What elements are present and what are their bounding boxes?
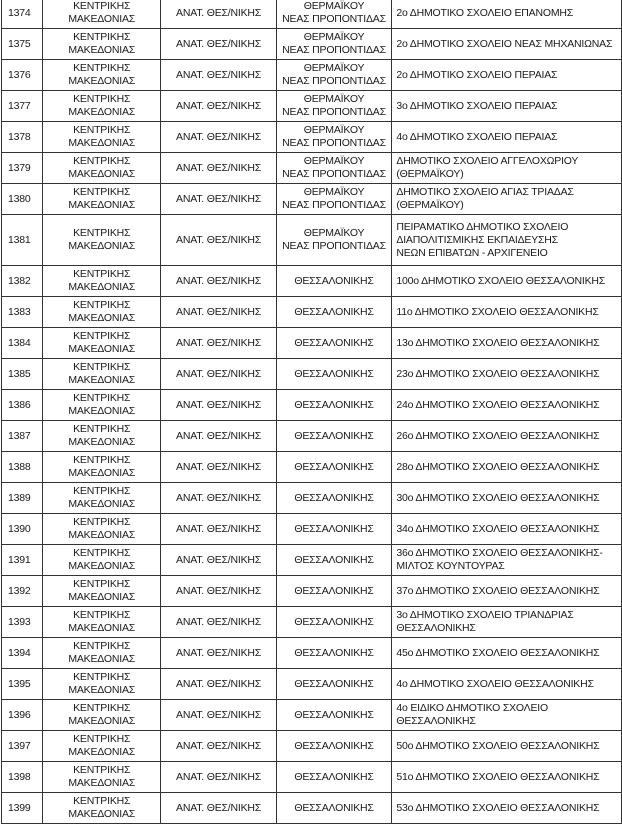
area-text: ΘΕΡΜΑΪΚΟΥ bbox=[303, 31, 365, 43]
region-text: ΜΑΚΕΔΟΝΙΑΣ bbox=[68, 498, 136, 510]
table-row bbox=[2, 122, 622, 153]
school-name-text: 53ο ΔΗΜΟΤΙΚΟ ΣΧΟΛΕΙΟ ΘΕΣΣΑΛΟΝΙΚΗΣ bbox=[396, 801, 600, 814]
area-cell bbox=[276, 793, 392, 824]
school-name-text: ΜΙΛΤΟΣ ΚΟΥΝΤΟΥΡΑΣ bbox=[396, 560, 505, 572]
directorate-cell: ΑΝΑΤ. ΘΕΣ/ΝΙΚΗΣ bbox=[161, 184, 276, 215]
directorate-cell: ΑΝΑΤ. ΘΕΣ/ΝΙΚΗΣ bbox=[161, 700, 276, 731]
area-cell bbox=[276, 731, 392, 762]
school-name-cell bbox=[392, 266, 622, 297]
region-text: ΚΕΝΤΡΙΚΗΣ bbox=[73, 31, 131, 43]
school-name-cell bbox=[392, 153, 622, 184]
school-name-text: 28ο ΔΗΜΟΤΙΚΟ ΣΧΟΛΕΙΟ ΘΕΣΣΑΛΟΝΙΚΗΣ bbox=[396, 460, 600, 473]
area-cell bbox=[276, 483, 392, 514]
region-text: ΜΑΚΕΔΟΝΙΑΣ bbox=[68, 281, 136, 293]
region-text: ΚΕΝΤΡΙΚΗΣ bbox=[73, 640, 131, 652]
directorate-cell: ΑΝΑΤ. ΘΕΣ/ΝΙΚΗΣ bbox=[161, 390, 276, 421]
region-cell bbox=[42, 60, 161, 91]
row-number-cell: 1378 bbox=[2, 122, 43, 153]
region-text: ΜΑΚΕΔΟΝΙΑΣ bbox=[68, 808, 136, 820]
school-name-cell bbox=[392, 452, 622, 483]
table-row bbox=[2, 91, 622, 122]
school-name-text: 4ο ΕΙΔΙΚΟ ΔΗΜΟΤΙΚΟ ΣΧΟΛΕΙΟ ΘΕΣΣΑΛΟΝΙΚΗΣ bbox=[396, 702, 548, 727]
region-text: ΚΕΝΤΡΙΚΗΣ bbox=[73, 0, 131, 12]
directorate-cell: ΑΝΑΤ. ΘΕΣ/ΝΙΚΗΣ bbox=[161, 669, 276, 700]
table-row bbox=[2, 514, 622, 545]
area-text: ΘΕΣΣΑΛΟΝΙΚΗΣ bbox=[294, 677, 374, 690]
directorate-cell: ΑΝΑΤ. ΘΕΣ/ΝΙΚΗΣ bbox=[161, 297, 276, 328]
row-number-cell: 1377 bbox=[2, 91, 43, 122]
region-text: ΚΕΝΤΡΙΚΗΣ bbox=[73, 361, 131, 373]
area-cell bbox=[276, 60, 392, 91]
school-name-text: ΝΕΩΝ ΕΠΙΒΑΤΩΝ - ΑΡΧΙΓΕΝΕΙΟ bbox=[396, 246, 548, 259]
school-name-text: 36ο ΔΗΜΟΤΙΚΟ ΣΧΟΛΕΙΟ ΘΕΣΣΑΛΟΝΙΚΗΣ- bbox=[396, 547, 603, 559]
region-cell bbox=[42, 266, 161, 297]
row-number-cell: 1394 bbox=[2, 638, 43, 669]
directorate-cell: ΑΝΑΤ. ΘΕΣ/ΝΙΚΗΣ bbox=[161, 638, 276, 669]
school-name-cell bbox=[392, 359, 622, 390]
school-name-cell bbox=[392, 390, 622, 421]
school-name-text: ΔΙΑΠΟΛΙΤΙΣΜΙΚΗΣ ΕΚΠΑΙΔΕΥΣΗΣ bbox=[396, 233, 558, 246]
area-text: ΘΕΣΣΑΛΟΝΙΚΗΣ bbox=[294, 305, 374, 318]
school-name-cell bbox=[392, 184, 622, 215]
area-text: ΘΕΣΣΑΛΟΝΙΚΗΣ bbox=[294, 584, 374, 597]
area-cell bbox=[276, 700, 392, 731]
area-text: ΝΕΑΣ ΠΡΟΠΟΝΤΙΔΑΣ bbox=[282, 199, 386, 211]
region-text: ΜΑΚΕΔΟΝΙΑΣ bbox=[68, 374, 136, 386]
region-text: ΚΕΝΤΡΙΚΗΣ bbox=[73, 227, 131, 239]
school-name-text: 45ο ΔΗΜΟΤΙΚΟ ΣΧΟΛΕΙΟ ΘΕΣΣΑΛΟΝΙΚΗΣ bbox=[396, 646, 600, 659]
school-name-cell bbox=[392, 91, 622, 122]
area-text: ΝΕΑΣ ΠΡΟΠΟΝΤΙΔΑΣ bbox=[282, 106, 386, 118]
area-cell bbox=[276, 669, 392, 700]
school-name-text: 3ο ΔΗΜΟΤΙΚΟ ΣΧΟΛΕΙΟ ΤΡΙΑΝΔΡΙΑΣ bbox=[396, 609, 574, 621]
school-name-cell bbox=[392, 669, 622, 700]
row-number-cell: 1381 bbox=[2, 215, 43, 266]
directorate-cell: ΑΝΑΤ. ΘΕΣ/ΝΙΚΗΣ bbox=[161, 0, 276, 29]
region-cell bbox=[42, 359, 161, 390]
row-number-cell: 1396 bbox=[2, 700, 43, 731]
region-text: ΚΕΝΤΡΙΚΗΣ bbox=[73, 485, 131, 497]
school-name-cell bbox=[392, 731, 622, 762]
region-cell bbox=[42, 452, 161, 483]
school-name-text: 34ο ΔΗΜΟΤΙΚΟ ΣΧΟΛΕΙΟ ΘΕΣΣΑΛΟΝΙΚΗΣ bbox=[396, 522, 600, 535]
region-cell bbox=[42, 638, 161, 669]
directorate-cell: ΑΝΑΤ. ΘΕΣ/ΝΙΚΗΣ bbox=[161, 731, 276, 762]
region-text: ΚΕΝΤΡΙΚΗΣ bbox=[73, 93, 131, 105]
region-text: ΜΑΚΕΔΟΝΙΑΣ bbox=[68, 684, 136, 696]
region-text: ΚΕΝΤΡΙΚΗΣ bbox=[73, 454, 131, 466]
region-cell bbox=[42, 297, 161, 328]
region-text: ΚΕΝΤΡΙΚΗΣ bbox=[73, 423, 131, 435]
area-text: ΘΕΣΣΑΛΟΝΙΚΗΣ bbox=[294, 460, 374, 473]
school-name-cell bbox=[392, 328, 622, 359]
table-row bbox=[2, 390, 622, 421]
area-text: ΘΕΣΣΑΛΟΝΙΚΗΣ bbox=[294, 708, 374, 721]
area-text: ΘΕΣΣΑΛΟΝΙΚΗΣ bbox=[294, 398, 374, 411]
directorate-cell: ΑΝΑΤ. ΘΕΣ/ΝΙΚΗΣ bbox=[161, 91, 276, 122]
table-row bbox=[2, 153, 622, 184]
area-cell bbox=[276, 91, 392, 122]
row-number-cell: 1385 bbox=[2, 359, 43, 390]
table-row bbox=[2, 576, 622, 607]
region-text: ΜΑΚΕΔΟΝΙΑΣ bbox=[68, 591, 136, 603]
directorate-cell: ΑΝΑΤ. ΘΕΣ/ΝΙΚΗΣ bbox=[161, 153, 276, 184]
row-number-cell: 1380 bbox=[2, 184, 43, 215]
region-text: ΜΑΚΕΔΟΝΙΑΣ bbox=[68, 777, 136, 789]
region-cell bbox=[42, 762, 161, 793]
row-number-cell: 1397 bbox=[2, 731, 43, 762]
area-text: ΘΕΣΣΑΛΟΝΙΚΗΣ bbox=[294, 491, 374, 504]
row-number-cell: 1375 bbox=[2, 29, 43, 60]
region-text: ΚΕΝΤΡΙΚΗΣ bbox=[73, 516, 131, 528]
area-cell bbox=[276, 452, 392, 483]
region-cell bbox=[42, 29, 161, 60]
directorate-cell: ΑΝΑΤ. ΘΕΣ/ΝΙΚΗΣ bbox=[161, 359, 276, 390]
area-text: ΘΕΡΜΑΪΚΟΥ bbox=[303, 62, 365, 74]
area-text: ΘΕΣΣΑΛΟΝΙΚΗΣ bbox=[294, 367, 374, 380]
row-number-cell: 1376 bbox=[2, 60, 43, 91]
school-name-text: 11ο ΔΗΜΟΤΙΚΟ ΣΧΟΛΕΙΟ ΘΕΣΣΑΛΟΝΙΚΗΣ bbox=[396, 305, 599, 318]
school-name-text: 51ο ΔΗΜΟΤΙΚΟ ΣΧΟΛΕΙΟ ΘΕΣΣΑΛΟΝΙΚΗΣ bbox=[396, 770, 600, 783]
school-name-text: 37ο ΔΗΜΟΤΙΚΟ ΣΧΟΛΕΙΟ ΘΕΣΣΑΛΟΝΙΚΗΣ bbox=[396, 584, 600, 597]
area-text: ΘΕΡΜΑΪΚΟΥ bbox=[303, 155, 365, 167]
region-text: ΜΑΚΕΔΟΝΙΑΣ bbox=[68, 715, 136, 727]
area-cell bbox=[276, 297, 392, 328]
school-name-cell bbox=[392, 215, 622, 266]
region-text: ΜΑΚΕΔΟΝΙΑΣ bbox=[68, 199, 136, 211]
table-row bbox=[2, 452, 622, 483]
table-row bbox=[2, 328, 622, 359]
school-name-text: 23ο ΔΗΜΟΤΙΚΟ ΣΧΟΛΕΙΟ ΘΕΣΣΑΛΟΝΙΚΗΣ bbox=[396, 367, 600, 380]
school-name-cell bbox=[392, 638, 622, 669]
school-name-cell bbox=[392, 762, 622, 793]
region-cell bbox=[42, 0, 161, 29]
region-cell bbox=[42, 545, 161, 576]
region-text: ΚΕΝΤΡΙΚΗΣ bbox=[73, 124, 131, 136]
area-cell bbox=[276, 607, 392, 638]
region-text: ΜΑΚΕΔΟΝΙΑΣ bbox=[68, 75, 136, 87]
region-cell bbox=[42, 514, 161, 545]
region-text: ΜΑΚΕΔΟΝΙΑΣ bbox=[68, 168, 136, 180]
directorate-cell: ΑΝΑΤ. ΘΕΣ/ΝΙΚΗΣ bbox=[161, 266, 276, 297]
region-text: ΜΑΚΕΔΟΝΙΑΣ bbox=[68, 106, 136, 118]
area-cell bbox=[276, 390, 392, 421]
area-text: ΘΕΣΣΑΛΟΝΙΚΗΣ bbox=[294, 801, 374, 814]
area-cell bbox=[276, 122, 392, 153]
area-text: ΘΕΣΣΑΛΟΝΙΚΗΣ bbox=[294, 615, 374, 628]
region-cell bbox=[42, 731, 161, 762]
region-text: ΜΑΚΕΔΟΝΙΑΣ bbox=[68, 529, 136, 541]
region-cell bbox=[42, 91, 161, 122]
school-name-text: ΘΕΣΣΑΛΟΝΙΚΗΣ bbox=[396, 622, 476, 634]
table-row bbox=[2, 421, 622, 452]
area-cell bbox=[276, 638, 392, 669]
region-text: ΜΑΚΕΔΟΝΙΑΣ bbox=[68, 560, 136, 572]
area-text: ΝΕΑΣ ΠΡΟΠΟΝΤΙΔΑΣ bbox=[282, 240, 386, 252]
school-name-text: 4ο ΔΗΜΟΤΙΚΟ ΣΧΟΛΕΙΟ ΠΕΡΑΙΑΣ bbox=[396, 130, 558, 143]
directorate-cell: ΑΝΑΤ. ΘΕΣ/ΝΙΚΗΣ bbox=[161, 215, 276, 266]
area-text: ΘΕΡΜΑΪΚΟΥ bbox=[303, 227, 365, 239]
school-name-cell bbox=[392, 483, 622, 514]
row-number-cell: 1374 bbox=[2, 0, 43, 29]
area-text: ΘΕΡΜΑΪΚΟΥ bbox=[303, 124, 365, 136]
school-name-cell bbox=[392, 576, 622, 607]
school-name-cell bbox=[392, 514, 622, 545]
row-number-cell: 1391 bbox=[2, 545, 43, 576]
area-cell bbox=[276, 184, 392, 215]
region-cell bbox=[42, 421, 161, 452]
region-cell bbox=[42, 153, 161, 184]
region-text: ΚΕΝΤΡΙΚΗΣ bbox=[73, 609, 131, 621]
row-number-cell: 1384 bbox=[2, 328, 43, 359]
region-text: ΚΕΝΤΡΙΚΗΣ bbox=[73, 671, 131, 683]
area-cell bbox=[276, 0, 392, 29]
area-text: ΘΕΣΣΑΛΟΝΙΚΗΣ bbox=[294, 646, 374, 659]
area-text: ΘΕΡΜΑΪΚΟΥ bbox=[303, 93, 365, 105]
area-text: ΝΕΑΣ ΠΡΟΠΟΝΤΙΔΑΣ bbox=[282, 75, 386, 87]
row-number-cell: 1383 bbox=[2, 297, 43, 328]
row-number-cell: 1390 bbox=[2, 514, 43, 545]
area-text: ΝΕΑΣ ΠΡΟΠΟΝΤΙΔΑΣ bbox=[282, 13, 386, 25]
area-text: ΘΕΣΣΑΛΟΝΙΚΗΣ bbox=[294, 739, 374, 752]
region-cell bbox=[42, 184, 161, 215]
region-text: ΚΕΝΤΡΙΚΗΣ bbox=[73, 764, 131, 776]
table-row bbox=[2, 359, 622, 390]
region-cell bbox=[42, 793, 161, 824]
area-text: ΘΕΣΣΑΛΟΝΙΚΗΣ bbox=[294, 770, 374, 783]
area-text: ΘΕΣΣΑΛΟΝΙΚΗΣ bbox=[294, 553, 374, 566]
row-number-cell: 1398 bbox=[2, 762, 43, 793]
directorate-cell: ΑΝΑΤ. ΘΕΣ/ΝΙΚΗΣ bbox=[161, 545, 276, 576]
school-name-cell bbox=[392, 700, 622, 731]
area-text: ΝΕΑΣ ΠΡΟΠΟΝΤΙΔΑΣ bbox=[282, 168, 386, 180]
area-cell bbox=[276, 266, 392, 297]
row-number-cell: 1379 bbox=[2, 153, 43, 184]
area-cell bbox=[276, 359, 392, 390]
table-row bbox=[2, 731, 622, 762]
school-name-text: 3ο ΔΗΜΟΤΙΚΟ ΣΧΟΛΕΙΟ ΠΕΡΑΙΑΣ bbox=[396, 99, 558, 112]
school-name-cell bbox=[392, 607, 622, 638]
region-text: ΜΑΚΕΔΟΝΙΑΣ bbox=[68, 746, 136, 758]
region-cell bbox=[42, 122, 161, 153]
row-number-cell: 1382 bbox=[2, 266, 43, 297]
region-text: ΚΕΝΤΡΙΚΗΣ bbox=[73, 155, 131, 167]
school-name-text: ΔΗΜΟΤΙΚΟ ΣΧΟΛΕΙΟ ΑΓΙΑΣ ΤΡΙΑΔΑΣ (ΘΕΡΜΑΪΚΟΥ) bbox=[396, 186, 574, 211]
region-cell bbox=[42, 328, 161, 359]
directorate-cell: ΑΝΑΤ. ΘΕΣ/ΝΙΚΗΣ bbox=[161, 483, 276, 514]
area-text: ΘΕΡΜΑΪΚΟΥ bbox=[303, 186, 365, 198]
area-text: ΝΕΑΣ ΠΡΟΠΟΝΤΙΔΑΣ bbox=[282, 44, 386, 56]
area-cell bbox=[276, 514, 392, 545]
region-text: ΜΑΚΕΔΟΝΙΑΣ bbox=[68, 312, 136, 324]
row-number-cell: 1395 bbox=[2, 669, 43, 700]
school-name-cell bbox=[392, 0, 622, 29]
region-text: ΜΑΚΕΔΟΝΙΑΣ bbox=[68, 436, 136, 448]
area-cell bbox=[276, 328, 392, 359]
table-row bbox=[2, 266, 622, 297]
schools-table-body bbox=[2, 0, 622, 824]
region-cell bbox=[42, 700, 161, 731]
area-cell bbox=[276, 421, 392, 452]
region-text: ΚΕΝΤΡΙΚΗΣ bbox=[73, 733, 131, 745]
region-cell bbox=[42, 607, 161, 638]
table-row bbox=[2, 0, 622, 29]
school-name-cell bbox=[392, 122, 622, 153]
directorate-cell: ΑΝΑΤ. ΘΕΣ/ΝΙΚΗΣ bbox=[161, 60, 276, 91]
region-text: ΚΕΝΤΡΙΚΗΣ bbox=[73, 795, 131, 807]
region-text: ΚΕΝΤΡΙΚΗΣ bbox=[73, 186, 131, 198]
school-name-text: ΠΕΙΡΑΜΑΤΙΚΟ ΔΗΜΟΤΙΚΟ ΣΧΟΛΕΙΟ bbox=[396, 220, 569, 233]
region-text: ΜΑΚΕΔΟΝΙΑΣ bbox=[68, 137, 136, 149]
directorate-cell: ΑΝΑΤ. ΘΕΣ/ΝΙΚΗΣ bbox=[161, 793, 276, 824]
school-name-text: 2ο ΔΗΜΟΤΙΚΟ ΣΧΟΛΕΙΟ ΠΕΡΑΙΑΣ bbox=[396, 68, 558, 81]
table-row bbox=[2, 297, 622, 328]
region-text: ΚΕΝΤΡΙΚΗΣ bbox=[73, 330, 131, 342]
row-number-cell: 1387 bbox=[2, 421, 43, 452]
table-row bbox=[2, 184, 622, 215]
school-name-text: ΔΗΜΟΤΙΚΟ ΣΧΟΛΕΙΟ ΑΓΓΕΛΟΧΩΡΙΟΥ (ΘΕΡΜΑΪΚΟΥ) bbox=[396, 155, 579, 180]
school-name-text: 100ο ΔΗΜΟΤΙΚΟ ΣΧΟΛΕΙΟ ΘΕΣΣΑΛΟΝΙΚΗΣ bbox=[396, 274, 606, 287]
row-number-cell: 1392 bbox=[2, 576, 43, 607]
area-cell bbox=[276, 29, 392, 60]
table-row bbox=[2, 29, 622, 60]
schools-table bbox=[1, 0, 622, 824]
school-name-cell bbox=[392, 793, 622, 824]
region-text: ΚΕΝΤΡΙΚΗΣ bbox=[73, 578, 131, 590]
school-name-cell bbox=[392, 545, 622, 576]
region-text: ΚΕΝΤΡΙΚΗΣ bbox=[73, 392, 131, 404]
area-text: ΘΕΣΣΑΛΟΝΙΚΗΣ bbox=[294, 274, 374, 287]
region-text: ΚΕΝΤΡΙΚΗΣ bbox=[73, 268, 131, 280]
table-row bbox=[2, 545, 622, 576]
directorate-cell: ΑΝΑΤ. ΘΕΣ/ΝΙΚΗΣ bbox=[161, 328, 276, 359]
school-name-text: 13ο ΔΗΜΟΤΙΚΟ ΣΧΟΛΕΙΟ ΘΕΣΣΑΛΟΝΙΚΗΣ bbox=[396, 336, 600, 349]
school-name-text: 24ο ΔΗΜΟΤΙΚΟ ΣΧΟΛΕΙΟ ΘΕΣΣΑΛΟΝΙΚΗΣ bbox=[396, 398, 600, 411]
region-cell bbox=[42, 576, 161, 607]
area-cell bbox=[276, 153, 392, 184]
area-cell bbox=[276, 545, 392, 576]
area-text: ΘΕΣΣΑΛΟΝΙΚΗΣ bbox=[294, 522, 374, 535]
directorate-cell: ΑΝΑΤ. ΘΕΣ/ΝΙΚΗΣ bbox=[161, 762, 276, 793]
row-number-cell: 1389 bbox=[2, 483, 43, 514]
table-row bbox=[2, 669, 622, 700]
region-cell bbox=[42, 669, 161, 700]
directorate-cell: ΑΝΑΤ. ΘΕΣ/ΝΙΚΗΣ bbox=[161, 29, 276, 60]
school-name-text: 50ο ΔΗΜΟΤΙΚΟ ΣΧΟΛΕΙΟ ΘΕΣΣΑΛΟΝΙΚΗΣ bbox=[396, 739, 600, 752]
area-text: ΝΕΑΣ ΠΡΟΠΟΝΤΙΔΑΣ bbox=[282, 137, 386, 149]
area-text: ΘΕΣΣΑΛΟΝΙΚΗΣ bbox=[294, 429, 374, 442]
school-name-cell bbox=[392, 60, 622, 91]
area-cell bbox=[276, 762, 392, 793]
school-name-text: 26ο ΔΗΜΟΤΙΚΟ ΣΧΟΛΕΙΟ ΘΕΣΣΑΛΟΝΙΚΗΣ bbox=[396, 429, 600, 442]
region-text: ΜΑΚΕΔΟΝΙΑΣ bbox=[68, 13, 136, 25]
table-row bbox=[2, 607, 622, 638]
region-cell bbox=[42, 390, 161, 421]
directorate-cell: ΑΝΑΤ. ΘΕΣ/ΝΙΚΗΣ bbox=[161, 122, 276, 153]
directorate-cell: ΑΝΑΤ. ΘΕΣ/ΝΙΚΗΣ bbox=[161, 514, 276, 545]
school-name-text: 4ο ΔΗΜΟΤΙΚΟ ΣΧΟΛΕΙΟ ΘΕΣΣΑΛΟΝΙΚΗΣ bbox=[396, 677, 594, 690]
table-row bbox=[2, 700, 622, 731]
row-number-cell: 1388 bbox=[2, 452, 43, 483]
directorate-cell: ΑΝΑΤ. ΘΕΣ/ΝΙΚΗΣ bbox=[161, 607, 276, 638]
region-text: ΚΕΝΤΡΙΚΗΣ bbox=[73, 547, 131, 559]
region-text: ΚΕΝΤΡΙΚΗΣ bbox=[73, 299, 131, 311]
area-cell bbox=[276, 576, 392, 607]
table-row bbox=[2, 215, 622, 266]
school-name-cell bbox=[392, 29, 622, 60]
region-text: ΜΑΚΕΔΟΝΙΑΣ bbox=[68, 653, 136, 665]
school-name-cell bbox=[392, 421, 622, 452]
region-cell bbox=[42, 215, 161, 266]
table-row bbox=[2, 638, 622, 669]
area-text: ΘΕΣΣΑΛΟΝΙΚΗΣ bbox=[294, 336, 374, 349]
region-text: ΚΕΝΤΡΙΚΗΣ bbox=[73, 62, 131, 74]
school-name-text: 2ο ΔΗΜΟΤΙΚΟ ΣΧΟΛΕΙΟ ΝΕΑΣ ΜΗΧΑΝΙΩΝΑΣ bbox=[396, 37, 613, 50]
table-row bbox=[2, 483, 622, 514]
row-number-cell: 1399 bbox=[2, 793, 43, 824]
region-text: ΜΑΚΕΔΟΝΙΑΣ bbox=[68, 240, 136, 252]
table-row bbox=[2, 762, 622, 793]
region-text: ΜΑΚΕΔΟΝΙΑΣ bbox=[68, 44, 136, 56]
table-row bbox=[2, 60, 622, 91]
school-name-text: 30ο ΔΗΜΟΤΙΚΟ ΣΧΟΛΕΙΟ ΘΕΣΣΑΛΟΝΙΚΗΣ bbox=[396, 491, 600, 504]
area-text: ΘΕΡΜΑΪΚΟΥ bbox=[303, 0, 365, 12]
row-number-cell: 1393 bbox=[2, 607, 43, 638]
region-text: ΚΕΝΤΡΙΚΗΣ bbox=[73, 702, 131, 714]
region-text: ΜΑΚΕΔΟΝΙΑΣ bbox=[68, 467, 136, 479]
directorate-cell: ΑΝΑΤ. ΘΕΣ/ΝΙΚΗΣ bbox=[161, 421, 276, 452]
school-name-text: 2ο ΔΗΜΟΤΙΚΟ ΣΧΟΛΕΙΟ ΕΠΑΝΟΜΗΣ bbox=[396, 6, 574, 19]
area-cell bbox=[276, 215, 392, 266]
directorate-cell: ΑΝΑΤ. ΘΕΣ/ΝΙΚΗΣ bbox=[161, 576, 276, 607]
directorate-cell: ΑΝΑΤ. ΘΕΣ/ΝΙΚΗΣ bbox=[161, 452, 276, 483]
table-row bbox=[2, 793, 622, 824]
region-cell bbox=[42, 483, 161, 514]
school-name-cell bbox=[392, 297, 622, 328]
row-number-cell: 1386 bbox=[2, 390, 43, 421]
region-text: ΜΑΚΕΔΟΝΙΑΣ bbox=[68, 343, 136, 355]
region-text: ΜΑΚΕΔΟΝΙΑΣ bbox=[68, 622, 136, 634]
region-text: ΜΑΚΕΔΟΝΙΑΣ bbox=[68, 405, 136, 417]
